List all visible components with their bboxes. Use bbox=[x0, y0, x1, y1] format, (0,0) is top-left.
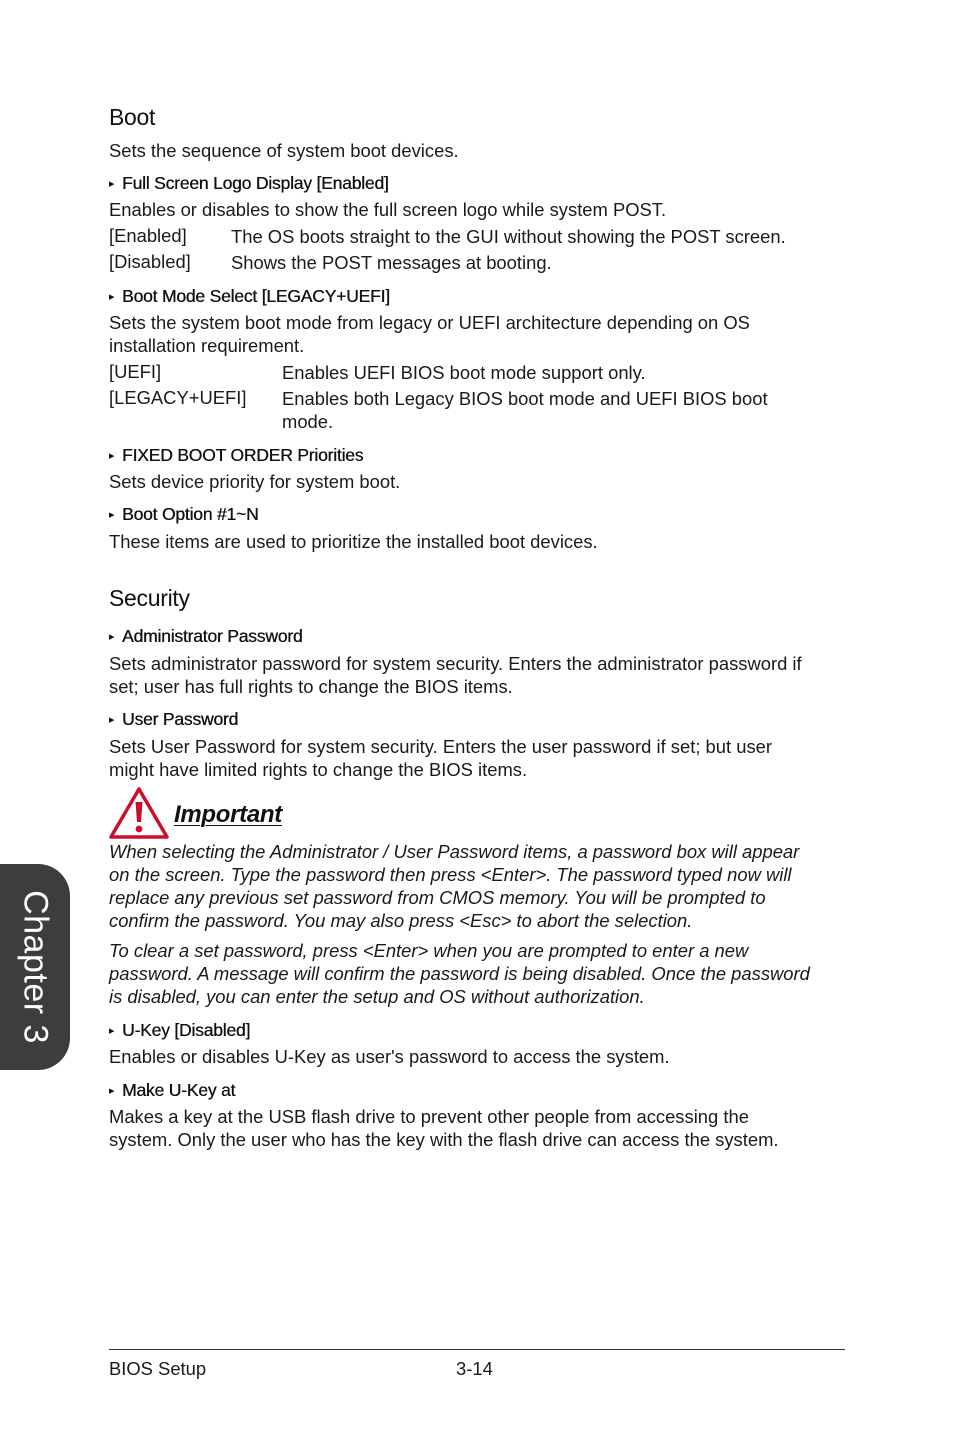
important-line: is disabled, you can enter the setup and OS without authorization. bbox=[109, 986, 645, 1007]
bullet-triangle-icon: ▸ bbox=[109, 291, 115, 303]
item-desc: Enables or disables U-Key as user's password to access the system. bbox=[109, 1046, 670, 1067]
important-line: password. A message will confirm the password is being disabled. Once the password bbox=[109, 963, 810, 984]
item-full-screen-logo bbox=[109, 173, 389, 194]
item-desc-line: Sets the system boot mode from legacy or UEFI architecture depending on OS bbox=[109, 312, 750, 333]
security-heading: Security bbox=[109, 585, 190, 611]
chapter-tab-label: Chapter 3 bbox=[16, 890, 55, 1044]
important-title: Important bbox=[174, 801, 282, 828]
item-desc-line: Sets administrator password for system security. Enters the administrator password if bbox=[109, 653, 802, 674]
bullet-triangle-icon: ▸ bbox=[109, 1025, 115, 1037]
option-value: Enables UEFI BIOS boot mode support only. bbox=[282, 362, 646, 383]
bullet-triangle-icon: ▸ bbox=[109, 631, 115, 643]
option-key: [Enabled] bbox=[109, 225, 187, 246]
item-desc-line: might have limited rights to change the BIOS items. bbox=[109, 759, 528, 780]
bullet-triangle-icon: ▸ bbox=[109, 509, 115, 521]
item-title: User Password bbox=[122, 709, 239, 729]
footer-left: BIOS Setup bbox=[109, 1358, 207, 1379]
item-fixed-boot-order bbox=[109, 445, 363, 466]
item-boot-mode bbox=[109, 286, 390, 307]
item-desc: Enables or disables to show the full screen logo while system POST. bbox=[109, 199, 667, 220]
important-line: replace any previous set password from CMOS memory. You will be prompted to bbox=[109, 887, 766, 908]
item-desc-line: Makes a key at the USB flash drive to prevent other people from accessing the bbox=[109, 1106, 749, 1127]
item-desc-line: set; user has full rights to change the BIOS items. bbox=[109, 676, 513, 697]
item-ukey bbox=[109, 1020, 250, 1041]
bullet-triangle-icon: ▸ bbox=[109, 178, 115, 190]
item-admin-password bbox=[109, 626, 302, 647]
item-desc-line: system. Only the user who has the key with the flash drive can access the system. bbox=[109, 1129, 779, 1150]
item-desc-line: installation requirement. bbox=[109, 335, 305, 356]
boot-intro: Sets the sequence of system boot devices. bbox=[109, 140, 459, 161]
option-value: The OS boots straight to the GUI without showing the POST screen. bbox=[231, 226, 786, 247]
footer-rule bbox=[109, 1349, 845, 1350]
item-desc: Sets device priority for system boot. bbox=[109, 471, 401, 492]
warning-triangle-icon bbox=[108, 786, 170, 840]
item-user-password bbox=[109, 709, 238, 730]
option-key: [LEGACY+UEFI] bbox=[109, 387, 247, 408]
important-line: When selecting the Administrator / User Password items, a password box will appear bbox=[109, 841, 800, 862]
important-line: To clear a set password, press <Enter> when you are prompted to enter a new bbox=[109, 940, 749, 961]
item-boot-option bbox=[109, 504, 258, 525]
option-value: Shows the POST messages at booting. bbox=[231, 252, 552, 273]
important-line: on the screen. Type the password then press <Enter>. The password typed now will bbox=[109, 864, 792, 885]
important-line: confirm the password. You may also press <Esc> to abort the selection. bbox=[109, 910, 693, 931]
item-desc: These items are used to prioritize the installed boot devices. bbox=[109, 531, 598, 552]
bullet-triangle-icon: ▸ bbox=[109, 714, 115, 726]
option-key: [UEFI] bbox=[109, 361, 162, 382]
boot-heading: Boot bbox=[109, 104, 156, 130]
item-title: Boot Mode Select [LEGACY+UEFI] bbox=[122, 286, 390, 306]
option-key: [Disabled] bbox=[109, 251, 191, 272]
item-title: Boot Option #1~N bbox=[122, 504, 259, 524]
page-number: 3-14 bbox=[456, 1358, 493, 1379]
bullet-triangle-icon: ▸ bbox=[109, 1085, 115, 1097]
option-value: Enables both Legacy BIOS boot mode and UEFI BIOS boot mode. bbox=[282, 388, 768, 432]
item-make-ukey bbox=[109, 1080, 235, 1101]
bullet-triangle-icon: ▸ bbox=[109, 450, 115, 462]
item-title: Full Screen Logo Display [Enabled] bbox=[122, 173, 389, 193]
item-desc-line: Sets User Password for system security. Enters the user password if set; but user bbox=[109, 736, 772, 757]
item-title: U-Key [Disabled] bbox=[122, 1020, 251, 1040]
item-title: Administrator Password bbox=[122, 626, 303, 646]
item-title: FIXED BOOT ORDER Priorities bbox=[122, 445, 364, 465]
item-title: Make U-Key at bbox=[122, 1080, 236, 1100]
